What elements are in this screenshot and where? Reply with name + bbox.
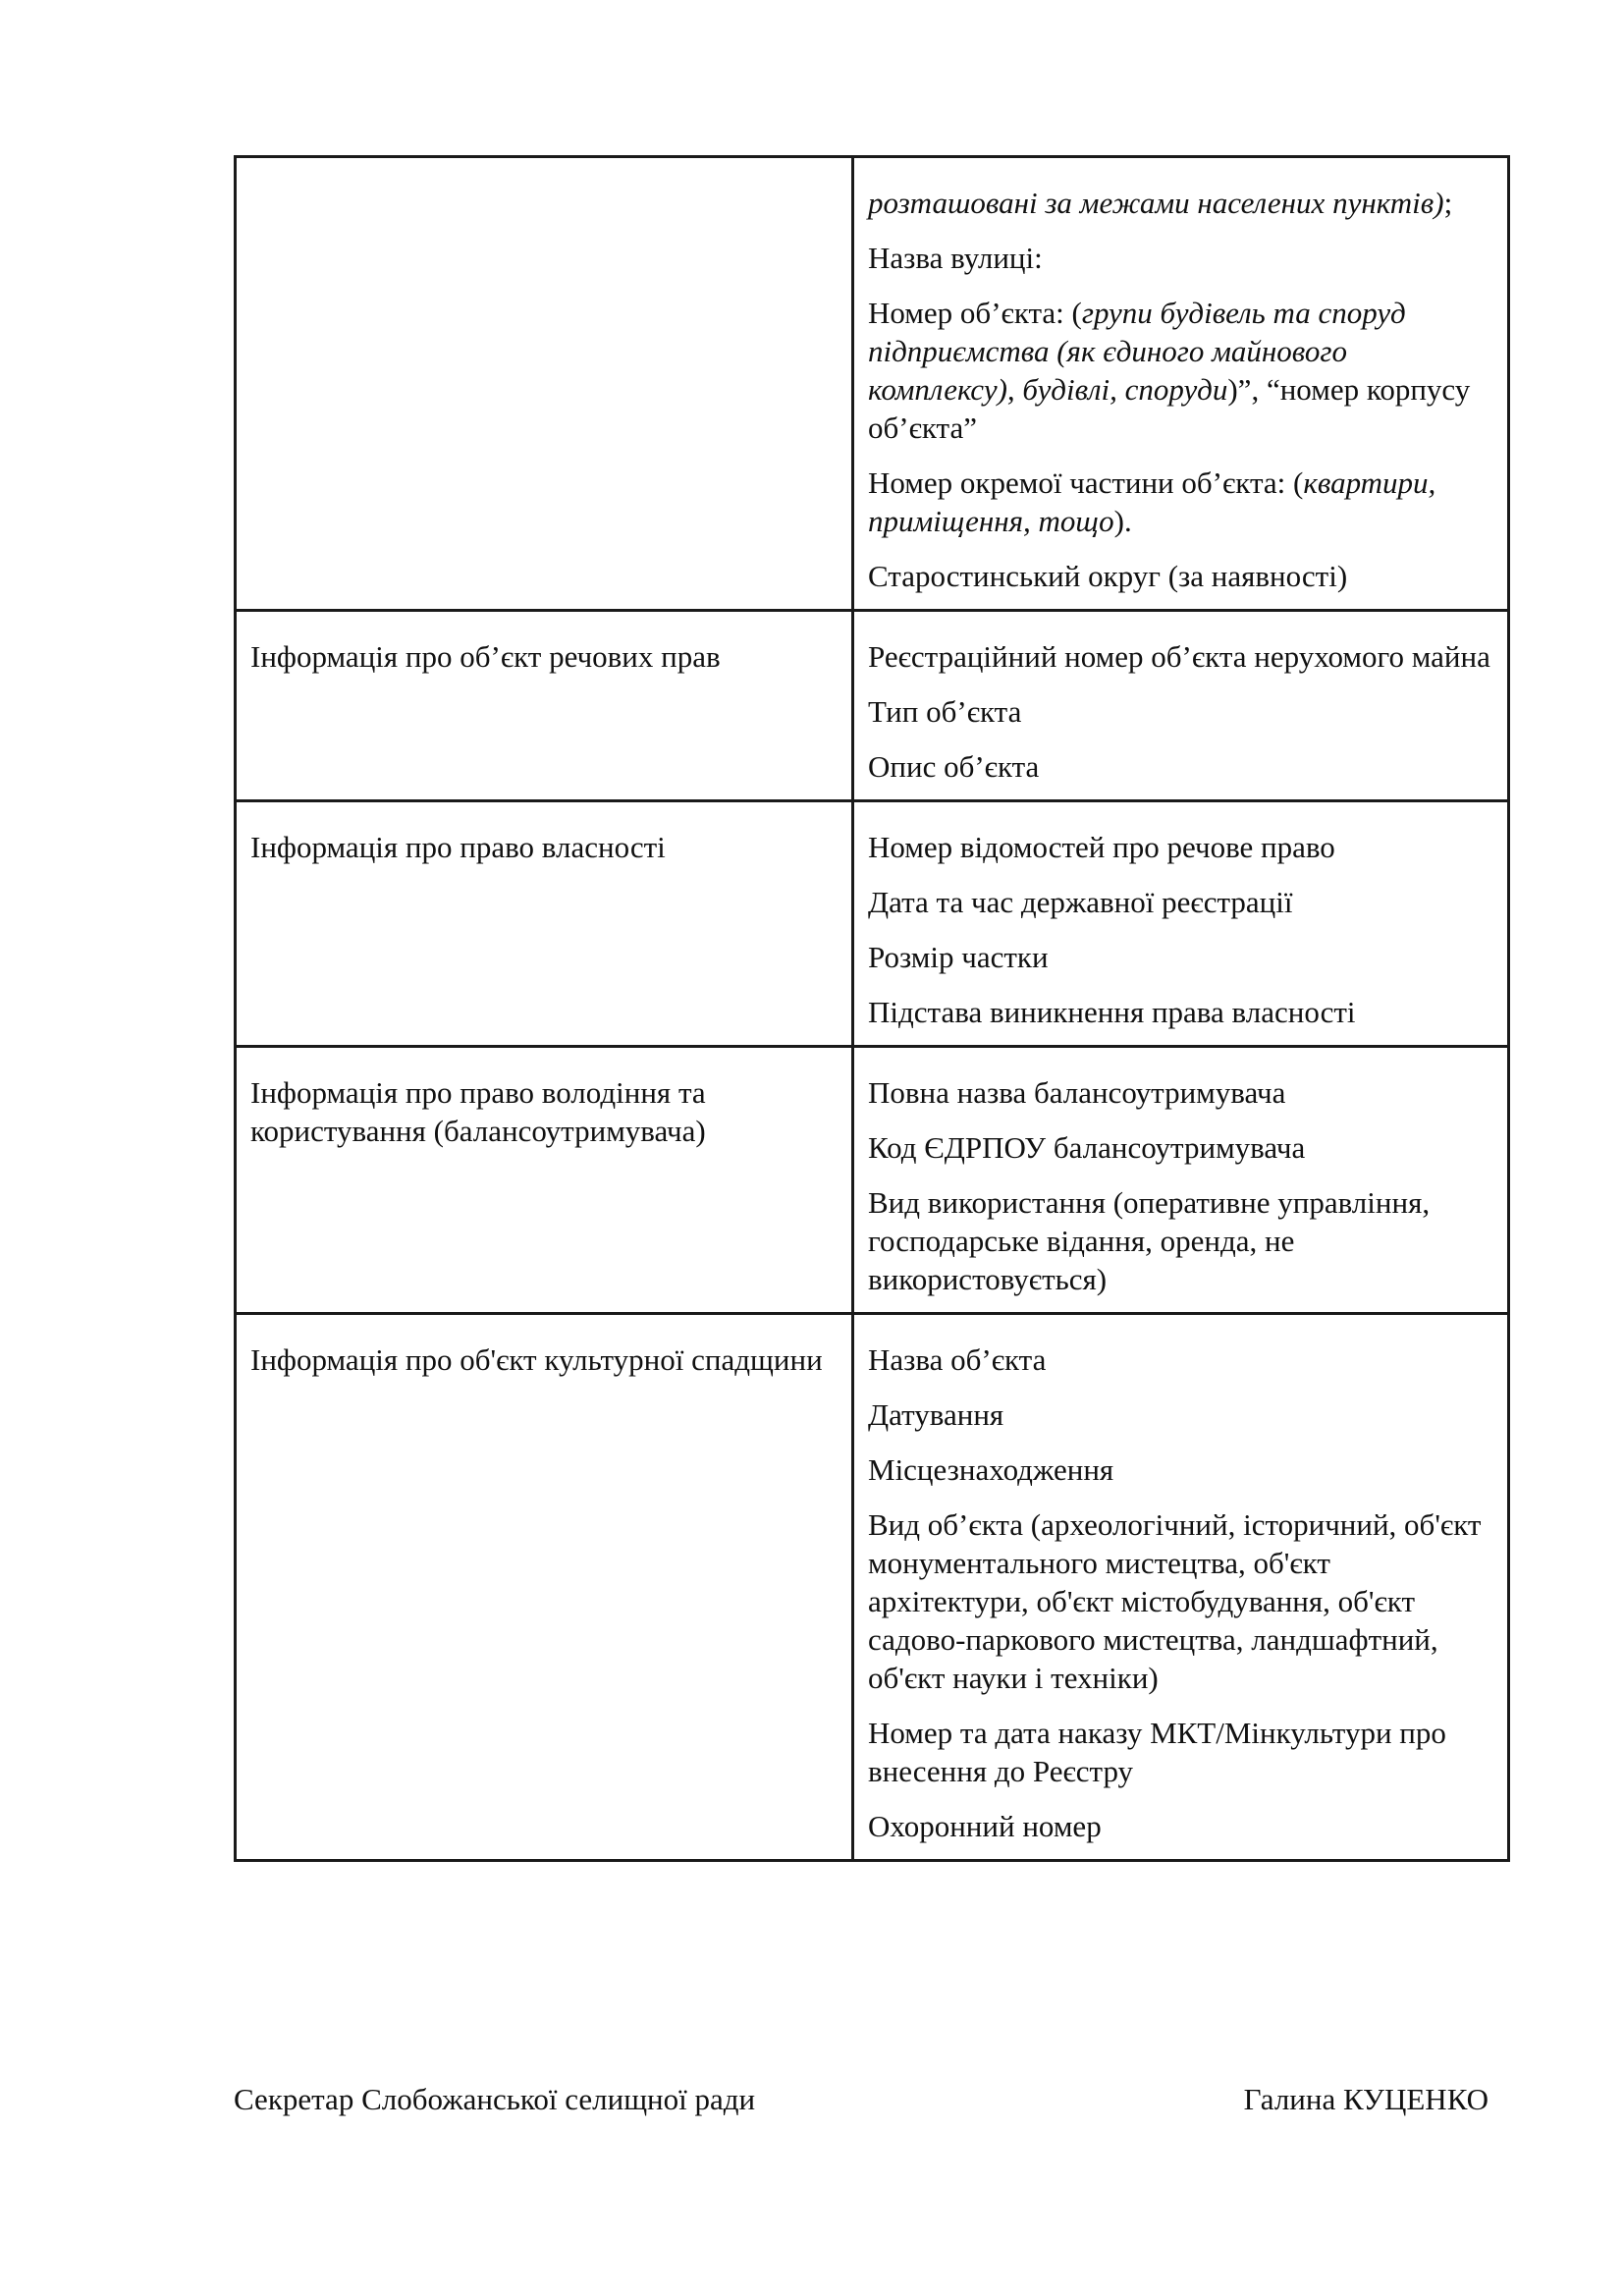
cell-paragraph: Номер відомостей про речове право: [868, 830, 1335, 864]
cell-paragraph: Старостинський округ (за наявності): [868, 559, 1348, 593]
cell-paragraph: Охоронний номер: [868, 1809, 1102, 1843]
text: Номер об’єкта: (: [868, 296, 1082, 330]
cell-paragraph: Вид об’єкта (археологічний, історичний, об'єкт монументального мистецтва, об'єкт архітектури, об'єкт містобудування, об'єкт садово-паркового мистецтва, ландшафтний, об'єкт науки і техніки): [868, 1507, 1482, 1695]
cell-paragraph: Розмір частки: [868, 940, 1049, 974]
cell-paragraph: Підстава виникнення права власності: [868, 995, 1356, 1029]
table-row: [236, 1314, 1509, 1861]
table-row: [236, 611, 1509, 801]
cell-paragraph: Тип об’єкта: [868, 694, 1022, 729]
cell-paragraph: Опис об’єкта: [868, 749, 1040, 784]
cell-paragraph: [868, 294, 1493, 447]
cell-paragraph: Повна назва балансоутримувача: [868, 1075, 1286, 1110]
table-row: [236, 1047, 1509, 1314]
cell-paragraph: Реєстраційний номер об’єкта нерухомого майна: [868, 639, 1490, 674]
italic-text: розташовані за межами населених пунктів): [868, 186, 1444, 220]
text: ).: [1113, 504, 1132, 538]
table-row: [236, 801, 1509, 1047]
cell-paragraph: [868, 464, 1493, 540]
text: )”, “номер корпусу об’єкта”: [868, 372, 1471, 445]
cell-paragraph: Датування: [868, 1397, 1004, 1432]
info-table: [234, 155, 1510, 1862]
signer-name: Галина КУЦЕНКО: [1243, 2082, 1489, 2116]
table-cell-left: Інформація про об'єкт культурної спадщини: [236, 1314, 853, 1861]
text: ;: [1443, 186, 1453, 220]
table-cell-right: [853, 1314, 1509, 1861]
table-row: [236, 157, 1509, 611]
cell-paragraph: Назва вулиці:: [868, 241, 1043, 275]
signer-position: Секретар Слобожанської селищної ради: [234, 2082, 756, 2116]
table-cell-left: Інформація про право володіння та користування (балансоутримувача): [236, 1047, 853, 1314]
text: Номер окремої частини об’єкта: (: [868, 465, 1304, 500]
table-cell-left: Інформація про об’єкт речових прав: [236, 611, 853, 801]
table-cell-right: [853, 157, 1509, 611]
cell-paragraph: Дата та час державної реєстрації: [868, 885, 1293, 919]
cell-paragraph: Вид використання (оперативне управління, господарське відання, оренда, не використовується): [868, 1185, 1431, 1296]
cell-paragraph: Назва об’єкта: [868, 1342, 1047, 1377]
italic-text: групи будівель та споруд підприємства (як єдиного майнового комплексу), будівлі, споруди: [868, 296, 1406, 407]
table-cell-left: [236, 157, 853, 611]
cell-paragraph: [868, 184, 1493, 222]
table-cell-left: Інформація про право власності: [236, 801, 853, 1047]
cell-paragraph: Номер та дата наказу МКТ/Мінкультури про внесення до Реєстру: [868, 1716, 1446, 1788]
italic-text: квартири, приміщення, тощо: [868, 465, 1436, 538]
table-cell-right: [853, 1047, 1509, 1314]
cell-paragraph: Місцезнаходження: [868, 1452, 1114, 1487]
cell-paragraph: Код ЄДРПОУ балансоутримувача: [868, 1130, 1306, 1165]
table-cell-right: [853, 611, 1509, 801]
table-cell-right: [853, 801, 1509, 1047]
